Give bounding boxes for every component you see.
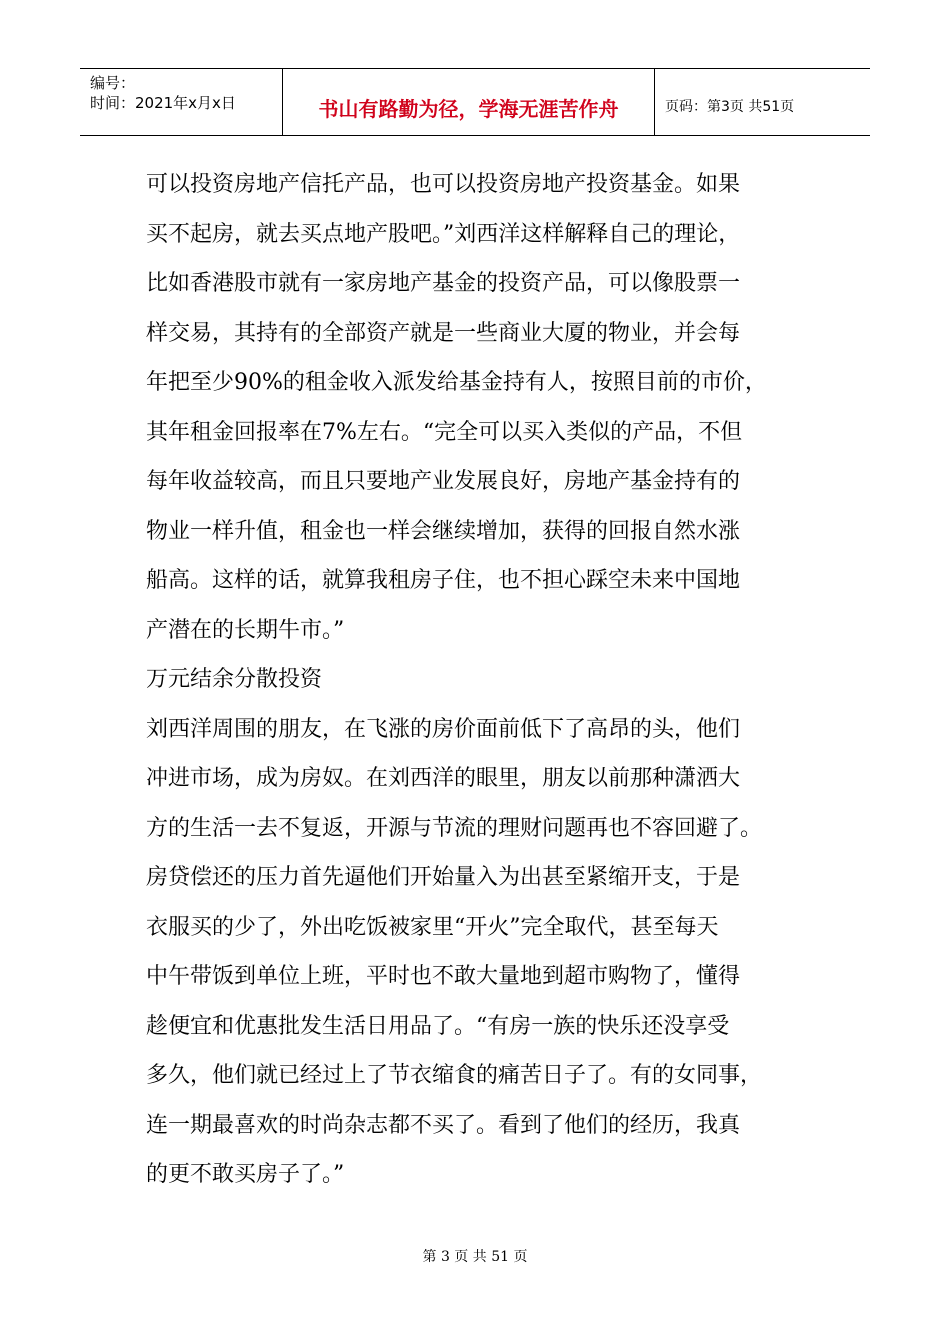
body-line: 的更不敢买房子了。” bbox=[146, 1162, 345, 1187]
page-header bbox=[80, 68, 870, 136]
body-line: 样交易，其持有的全部资产就是一些商业大厦的物业，并会每 bbox=[146, 320, 741, 346]
page-footer: 第 3 页 共 51 页 bbox=[422, 1249, 528, 1265]
body-line: 产潜在的长期牛市。” bbox=[146, 617, 345, 643]
body-line: 年把至少90%的租金收入派发给基金持有人，按照目前的市价， bbox=[146, 370, 767, 395]
body-line: 连一期最喜欢的时尚杂志都不买了。看到了他们的经历，我真 bbox=[146, 1112, 741, 1138]
document-body bbox=[146, 160, 806, 1200]
body-line: 趁便宜和优惠批发生活日用品了。“有房一族的快乐还没享受 bbox=[146, 1013, 730, 1039]
section-heading: 万元结余分散投资 bbox=[146, 667, 323, 692]
body-line: 多久，他们就已经过上了节衣缩食的痛苦日子了。有的女同事， bbox=[146, 1063, 763, 1088]
document-time-label: 时间：2021年x月x日 bbox=[90, 94, 236, 112]
header-page-info: 页码：第3页 共51页 bbox=[665, 99, 795, 115]
body-line: 中午带饭到单位上班，平时也不敢大量地到超市购物了，懂得 bbox=[146, 964, 741, 989]
body-line: 冲进市场，成为房奴。在刘西洋的眼里，朋友以前那种潇洒大 bbox=[146, 766, 741, 791]
body-line: 比如香港股市就有一家房地产基金的投资产品，可以像股票一 bbox=[146, 271, 741, 296]
body-line: 方的生活一去不复返，开源与节流的理财问题再也不容回避了。 bbox=[146, 815, 763, 841]
body-line: 可以投资房地产信托产品，也可以投资房地产投资基金。如果 bbox=[146, 172, 741, 197]
header-motto: 书山有路勤为径，学海无涯苦作舟 bbox=[283, 69, 655, 135]
body-line: 其年租金回报率在7%左右。“完全可以买入类似的产品，不但 bbox=[146, 419, 743, 445]
body-line: 船高。这样的话，就算我租房子住，也不担心踩空未来中国地 bbox=[146, 568, 741, 593]
body-line: 刘西洋周围的朋友，在飞涨的房价面前低下了高昂的头，他们 bbox=[146, 716, 741, 742]
body-line: 每年收益较高，而且只要地产业发展良好，房地产基金持有的 bbox=[146, 469, 741, 494]
body-line: 物业一样升值，租金也一样会继续增加，获得的回报自然水涨 bbox=[146, 518, 741, 544]
body-line: 房贷偿还的压力首先逼他们开始量入为出甚至紧缩开支，于是 bbox=[146, 865, 741, 890]
header-meta bbox=[80, 69, 283, 135]
document-number-label: 编号： bbox=[90, 74, 136, 92]
body-line: 衣服买的少了，外出吃饭被家里“开火”完全取代，甚至每天 bbox=[146, 914, 719, 940]
body-line: 买不起房，就去买点地产股吧。”刘西洋这样解释自己的理论， bbox=[146, 221, 741, 247]
